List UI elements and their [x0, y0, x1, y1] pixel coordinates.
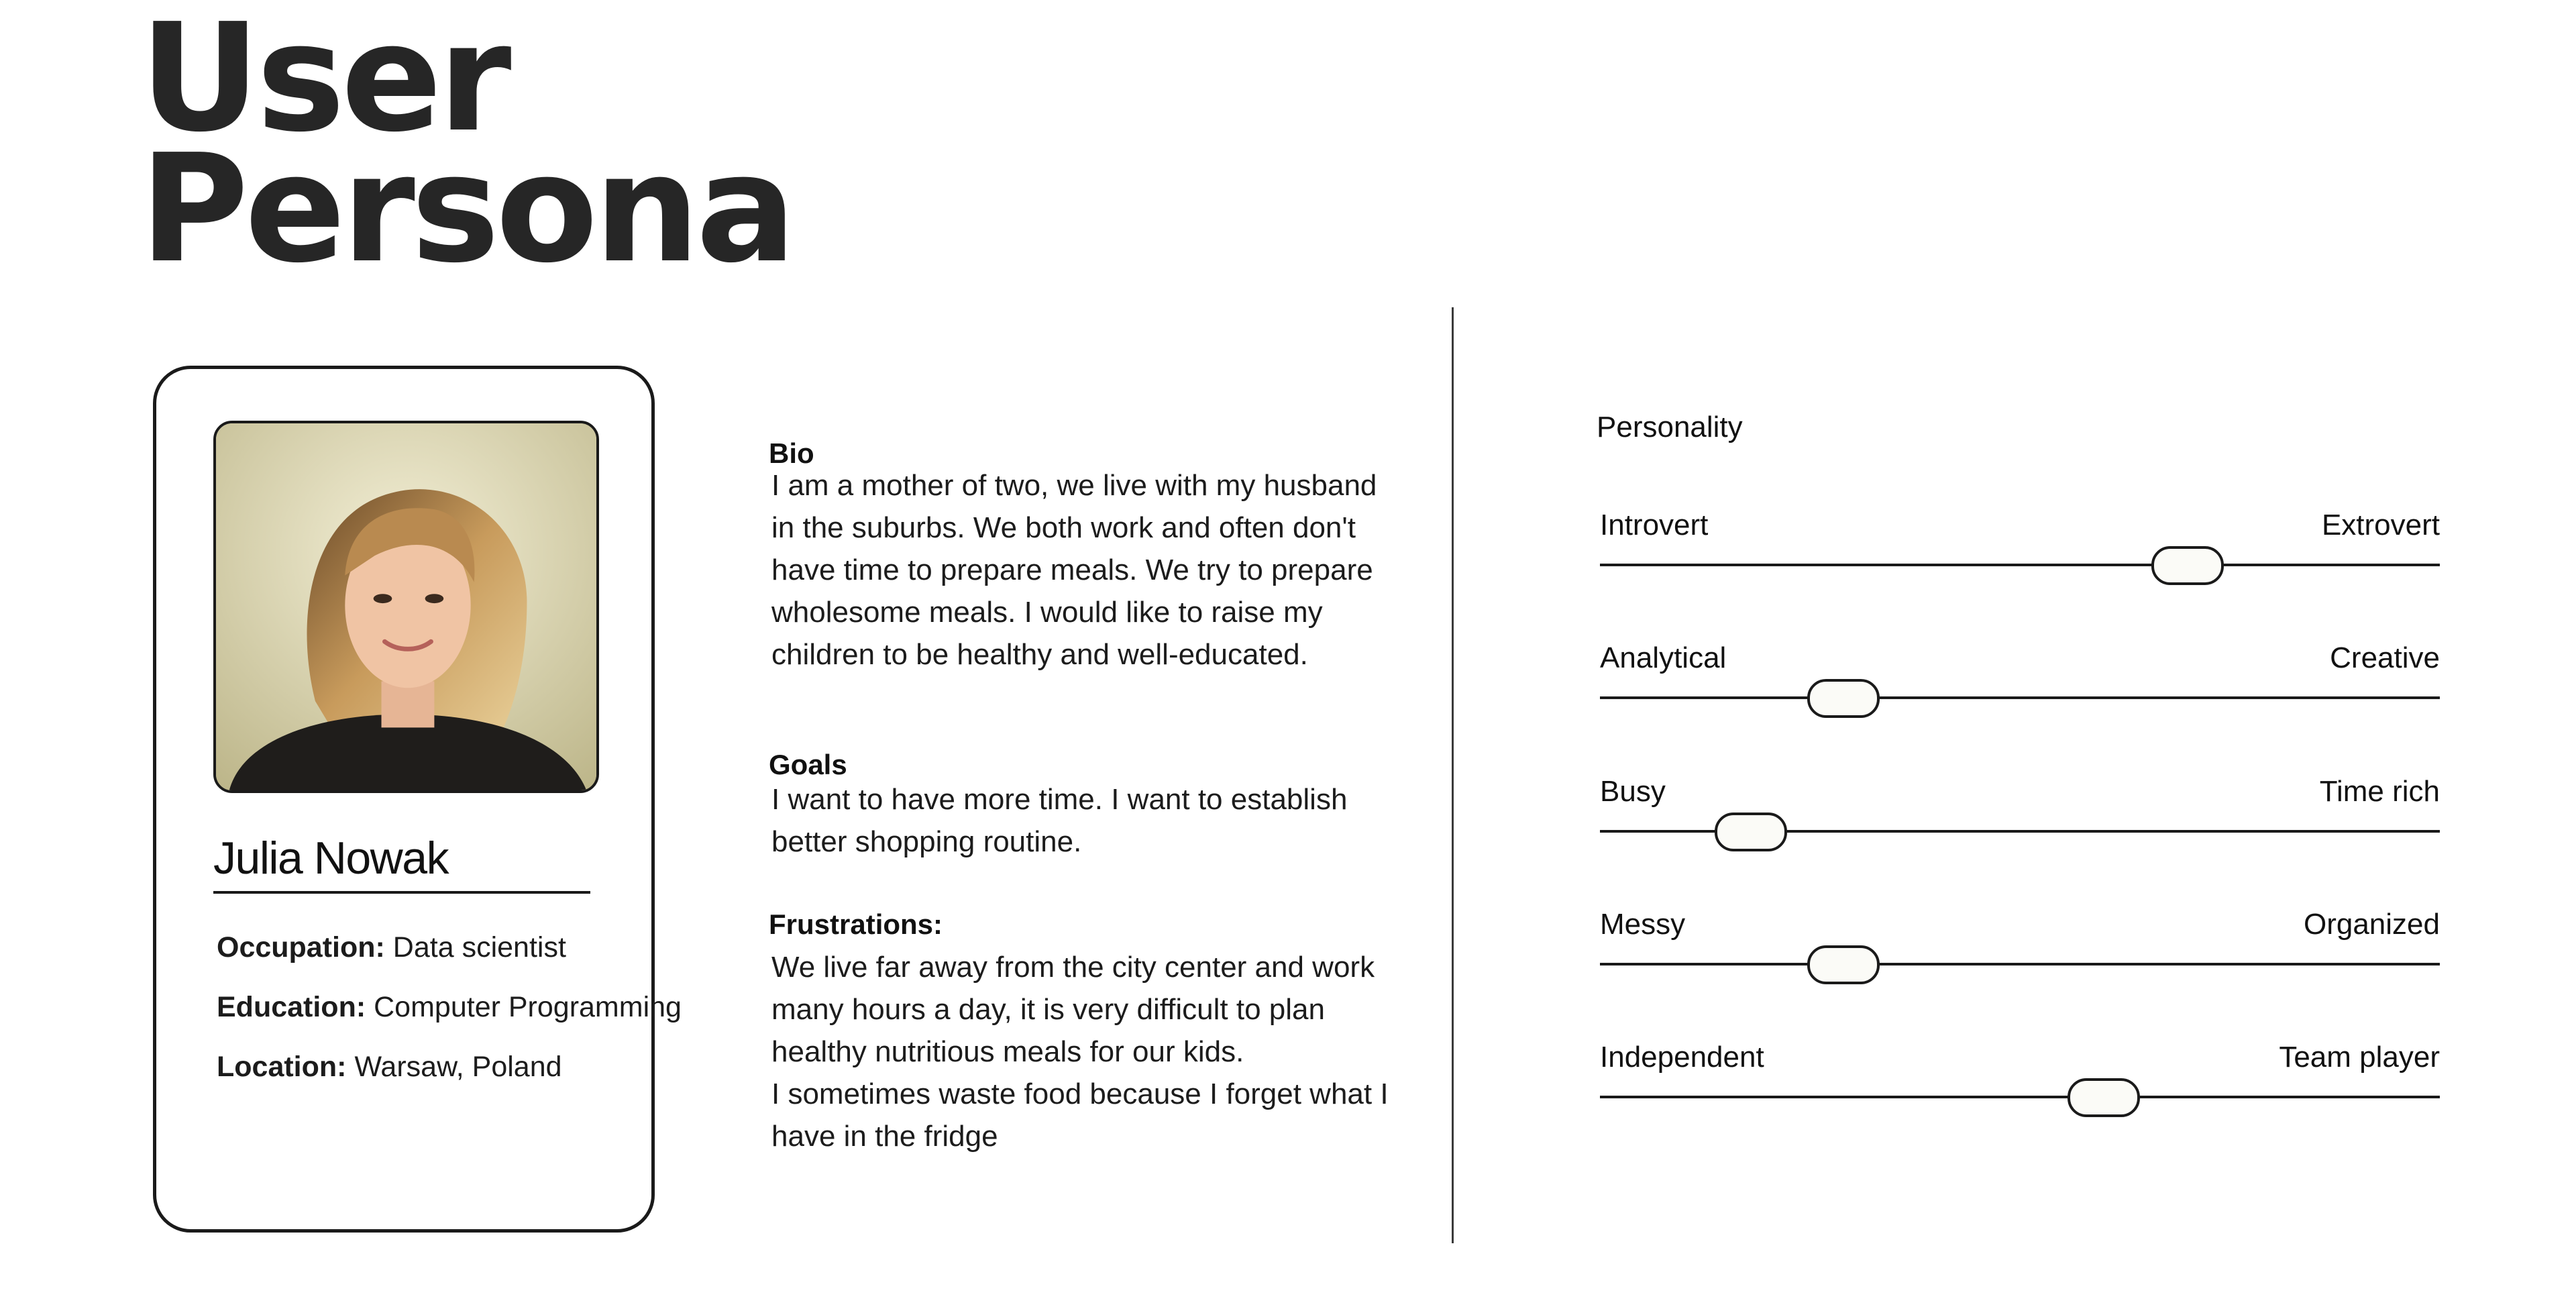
persona-name: Julia Nowak [213, 832, 590, 894]
frustrations-line: We live far away from the city center and work [771, 951, 1375, 984]
trait-thumb[interactable] [1807, 679, 1880, 718]
page-title-line-1: User [140, 0, 508, 165]
trait-slider [1600, 509, 2440, 569]
trait-thumb[interactable] [1715, 813, 1787, 851]
trait-right-label: Team player [2279, 1041, 2440, 1074]
profile-photo-illustration [216, 423, 596, 790]
trait-slider [1600, 775, 2440, 835]
page-title [140, 0, 793, 296]
trait-left-label: Introvert [1600, 509, 1709, 541]
goals-line: better shopping routine. [771, 825, 1082, 858]
bio-text [771, 464, 1375, 676]
trait-track [1600, 696, 2440, 699]
location-label: Location: [217, 1051, 347, 1083]
trait-left-label: Independent [1600, 1041, 1764, 1074]
trait-thumb[interactable] [2068, 1078, 2140, 1117]
trait-track [1600, 564, 2440, 566]
bio-line: I am a mother of two, we live with my husband [771, 469, 1377, 502]
trait-left-label: Analytical [1600, 641, 1727, 674]
bio-heading: Bio [769, 437, 814, 469]
trait-thumb[interactable] [1807, 945, 1880, 984]
trait-left-label: Busy [1600, 775, 1666, 808]
occupation-label: Occupation: [217, 931, 385, 963]
goals-line: I want to have more time. I want to establish [771, 783, 1348, 816]
trait-slider [1600, 641, 2440, 702]
trait-slider [1600, 1041, 2440, 1101]
profile-photo [213, 421, 599, 793]
goals-text [771, 778, 1375, 863]
frustrations-heading: Frustrations: [769, 908, 943, 940]
frustrations-text [771, 946, 1389, 1157]
trait-right-label: Extrovert [2321, 509, 2440, 541]
personality-heading: Personality [1597, 411, 1743, 443]
trait-track [1600, 1096, 2440, 1098]
trait-right-label: Creative [2330, 641, 2440, 674]
bio-line: wholesome meals. I would like to raise my [771, 596, 1323, 629]
trait-right-label: Time rich [2319, 775, 2440, 808]
bio-line: in the suburbs. We both work and often don't [771, 511, 1356, 544]
location-row [217, 1051, 562, 1084]
trait-track [1600, 963, 2440, 965]
frustrations-line: have in the fridge [771, 1120, 998, 1153]
education-row [217, 991, 682, 1024]
occupation-row [217, 931, 566, 964]
trait-slider [1600, 908, 2440, 968]
frustrations-line: I sometimes waste food because I forget what I [771, 1078, 1389, 1110]
page-title-line-2: Persona [140, 123, 793, 296]
section-divider [1452, 307, 1454, 1243]
profile-card [153, 366, 682, 1233]
trait-right-label: Organized [2303, 908, 2440, 941]
bio-line: children to be healthy and well-educated. [771, 638, 1308, 671]
education-label: Education: [217, 991, 366, 1023]
goals-heading: Goals [769, 749, 847, 780]
bio-line: have time to prepare meals. We try to prepare [771, 554, 1373, 586]
trait-left-label: Messy [1600, 908, 1686, 941]
location-value: Warsaw, Poland [354, 1051, 562, 1083]
education-value: Computer Programming [374, 991, 682, 1023]
trait-thumb[interactable] [2151, 546, 2224, 585]
frustrations-line: many hours a day, it is very difficult to plan [771, 993, 1325, 1026]
frustrations-line: healthy nutritious meals for our kids. [771, 1035, 1244, 1068]
occupation-value: Data scientist [392, 931, 566, 963]
